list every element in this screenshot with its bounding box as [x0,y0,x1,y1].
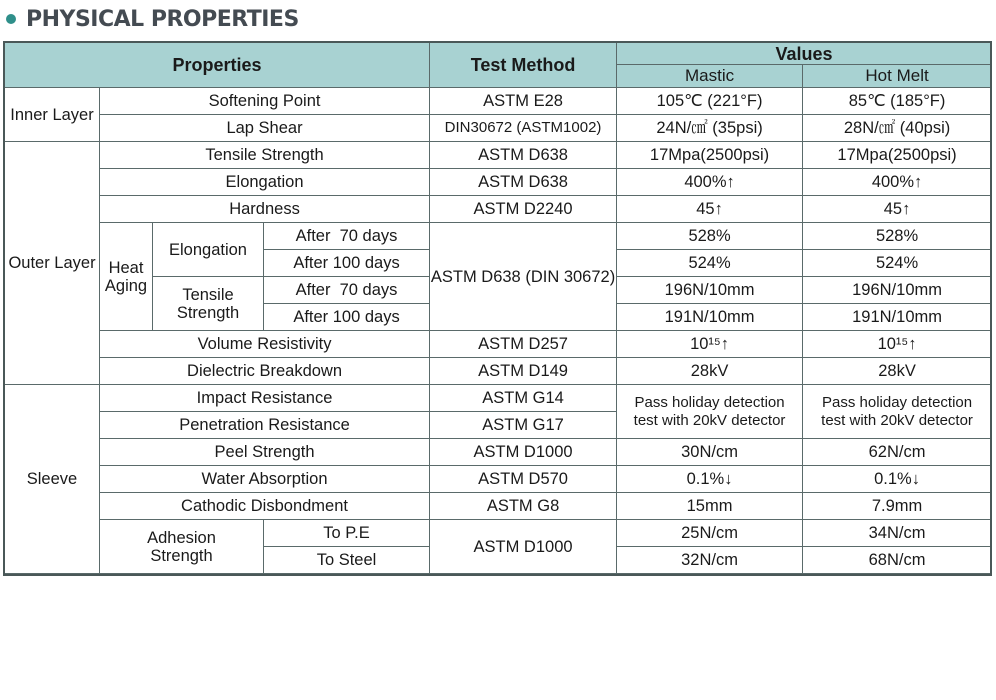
hotmelt-hardness: 45↑ [803,196,992,223]
prop-softening-point: Softening Point [100,88,430,115]
adhesion-to-steel-label: To Steel [264,547,430,574]
mastic-tensile-70: 196N/10mm [617,277,803,304]
after-100-days-label: After 100 days [264,250,430,277]
hotmelt-elongation-70: 528% [803,223,992,250]
prop-cathodic-disbondment: Cathodic Disbondment [100,493,430,520]
header-test-method: Test Method [430,43,617,88]
mastic-adhesion-steel: 32N/cm [617,547,803,574]
hotmelt-cathodic-disbondment: 7.9mm [803,493,992,520]
method-tensile-strength: ASTM D638 [430,142,617,169]
mastic-hardness: 45↑ [617,196,803,223]
hotmelt-lap-shear: 28N/㎠ (40psi) [803,115,992,142]
method-heat-aging: ASTM D638 (DIN 30672) [430,223,617,331]
header-values: Values [617,43,992,65]
prop-penetration-resistance: Penetration Resistance [100,412,430,439]
prop-dielectric-breakdown: Dielectric Breakdown [100,358,430,385]
prop-impact-resistance: Impact Resistance [100,385,430,412]
mastic-water-absorption: 0.1%↓ [617,466,803,493]
physical-properties-table [4,42,992,574]
group-inner-layer: Inner Layer [5,88,100,142]
hotmelt-elongation-100: 524% [803,250,992,277]
method-elongation: ASTM D638 [430,169,617,196]
hotmelt-tensile-strength: 17Mpa(2500psi) [803,142,992,169]
mastic-volume-resistivity: 10¹⁵↑ [617,331,803,358]
mastic-tensile-100: 191N/10mm [617,304,803,331]
page-title [6,4,299,34]
group-outer-layer: Outer Layer [5,142,100,385]
header-properties: Properties [5,43,430,88]
method-adhesion-strength: ASTM D1000 [430,520,617,574]
mastic-elongation-70: 528% [617,223,803,250]
header-mastic: Mastic [617,65,803,88]
prop-adhesion-strength: Adhesion Strength [100,520,264,574]
mastic-elongation-100: 524% [617,250,803,277]
hotmelt-peel-strength: 62N/cm [803,439,992,466]
method-impact-resistance: ASTM G14 [430,385,617,412]
mastic-cathodic-disbondment: 15mm [617,493,803,520]
prop-elongation: Elongation [100,169,430,196]
method-dielectric-breakdown: ASTM D149 [430,358,617,385]
hotmelt-tensile-100: 191N/10mm [803,304,992,331]
adhesion-to-pe-label: To P.E [264,520,430,547]
method-volume-resistivity: ASTM D257 [430,331,617,358]
hotmelt-adhesion-steel: 68N/cm [803,547,992,574]
after-70-days-label-2: After 70 days [264,277,430,304]
hotmelt-dielectric-breakdown: 28kV [803,358,992,385]
mastic-lap-shear: 24N/㎠ (35psi) [617,115,803,142]
prop-volume-resistivity: Volume Resistivity [100,331,430,358]
hotmelt-water-absorption: 0.1%↓ [803,466,992,493]
after-70-days-label: After 70 days [264,223,430,250]
mastic-tensile-strength: 17Mpa(2500psi) [617,142,803,169]
hotmelt-adhesion-pe: 34N/cm [803,520,992,547]
method-penetration-resistance: ASTM G17 [430,412,617,439]
method-softening-point: ASTM E28 [430,88,617,115]
prop-lap-shear: Lap Shear [100,115,430,142]
bullet-icon [6,14,16,24]
method-peel-strength: ASTM D1000 [430,439,617,466]
mastic-elongation: 400%↑ [617,169,803,196]
heat-aging-tensile-label: Tensile Strength [153,277,264,331]
mastic-dielectric-breakdown: 28kV [617,358,803,385]
hotmelt-softening-point: 85℃ (185°F) [803,88,992,115]
prop-peel-strength: Peel Strength [100,439,430,466]
prop-hardness: Hardness [100,196,430,223]
group-heat-aging: Heat Aging [100,223,153,331]
heat-aging-elongation-label: Elongation [153,223,264,277]
mastic-peel-strength: 30N/cm [617,439,803,466]
page-title-text: PHYSICAL PROPERTIES [26,6,299,32]
mastic-adhesion-pe: 25N/cm [617,520,803,547]
header-hot-melt: Hot Melt [803,65,992,88]
mastic-softening-point: 105℃ (221°F) [617,88,803,115]
hotmelt-holiday-detection: Pass holiday detection test with 20kV detector [803,385,992,439]
after-100-days-label-2: After 100 days [264,304,430,331]
hotmelt-tensile-70: 196N/10mm [803,277,992,304]
method-hardness: ASTM D2240 [430,196,617,223]
method-water-absorption: ASTM D570 [430,466,617,493]
hotmelt-elongation: 400%↑ [803,169,992,196]
hotmelt-volume-resistivity: 10¹⁵↑ [803,331,992,358]
group-sleeve: Sleeve [5,385,100,574]
prop-tensile-strength: Tensile Strength [100,142,430,169]
method-cathodic-disbondment: ASTM G8 [430,493,617,520]
prop-water-absorption: Water Absorption [100,466,430,493]
method-lap-shear: DIN30672 (ASTM1002) [430,115,617,142]
mastic-holiday-detection: Pass holiday detection test with 20kV detector [617,385,803,439]
